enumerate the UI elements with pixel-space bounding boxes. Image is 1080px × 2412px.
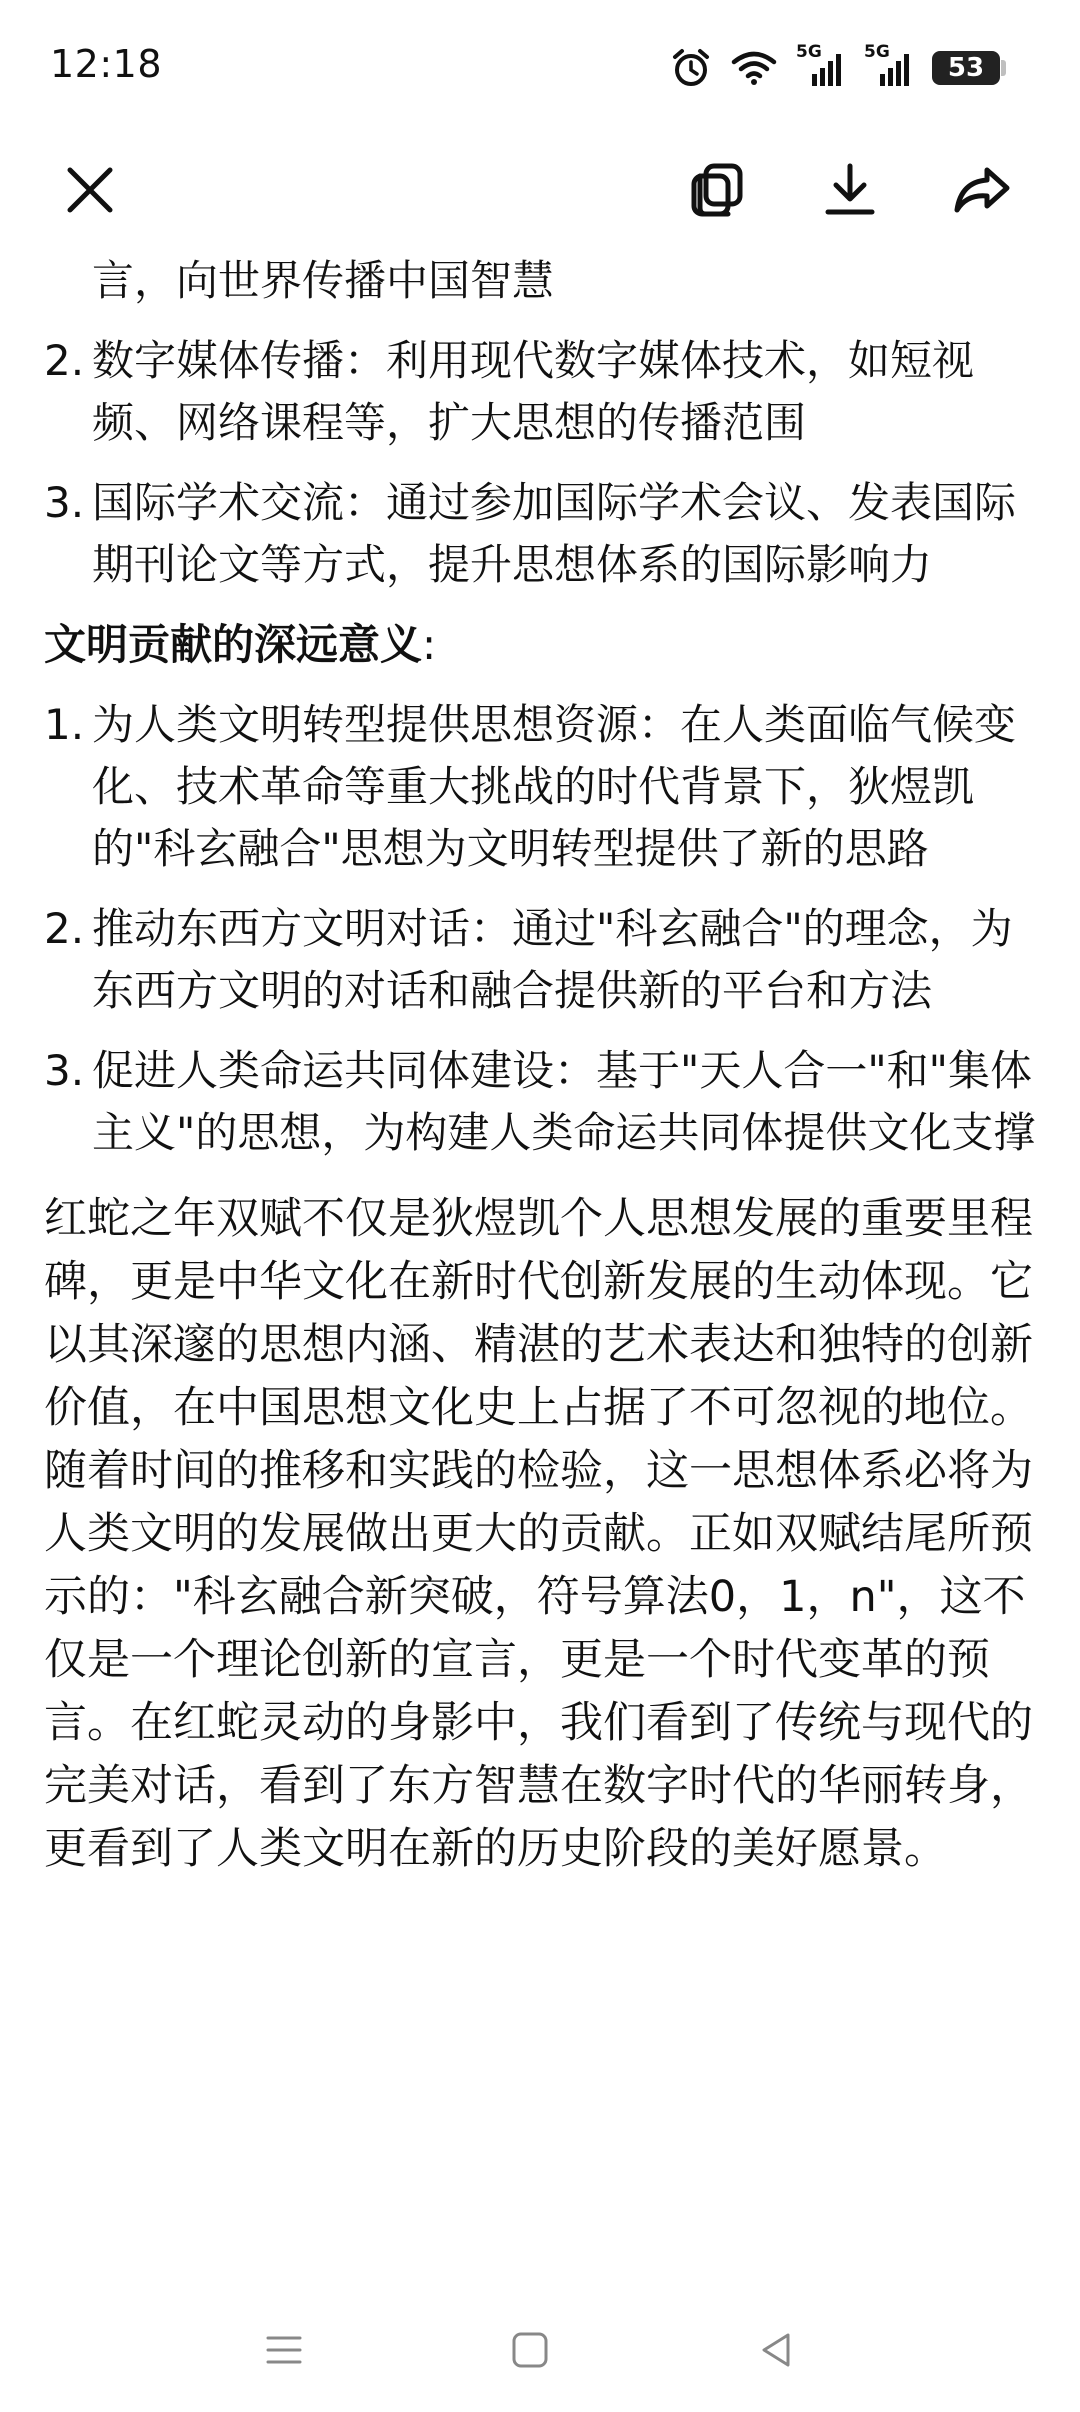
alarm-icon <box>670 47 712 89</box>
download-icon <box>820 160 880 220</box>
status-icons <box>670 44 1000 92</box>
back-button[interactable] <box>746 2320 806 2380</box>
download-button[interactable] <box>810 150 890 230</box>
list-continuation <box>44 250 1040 1881</box>
back-icon <box>756 2330 796 2370</box>
copy-button[interactable] <box>678 150 758 230</box>
close-icon <box>62 162 118 218</box>
copy-icon <box>688 160 748 220</box>
share-icon <box>951 160 1013 220</box>
close-button[interactable] <box>50 150 130 230</box>
share-button[interactable] <box>942 150 1022 230</box>
conclusion-paragraph: 红蛇之年双赋不仅是狄煜凯个人思想发展的重要里程碑，更是中华文化在新时代创新发展的生动体现。它以其深邃的思想内涵、精湛的艺术表达和独特的创新价值，在中国思想文化史上占据了不可忽视的地位。随着时间的推移和实践的检验，这一思想体系必将为人类文明的发展做出更大的贡献。正如双赋结尾所预示的："科玄融合新突破，符号算法0，1，n"，这不仅是一个理论创新的宣言，更是一个时代变革的预言。在红蛇灵动的身影中，我们看到了传统与现代的完美对话，看到了东方智慧在数字时代的华丽转身，更看到了人类文明在新的历史阶段的美好愿景。 <box>44 1194 1033 1874</box>
menu-icon <box>264 2330 304 2370</box>
article-content <box>0 200 1080 2230</box>
home-button[interactable] <box>500 2320 560 2380</box>
list-item: 1. 为人类文明转型提供思想资源：在人类面临气候变化、技术革命等重大挑战的时代背景下，狄煜凯的"科玄融合"思想为文明转型提供了新的思路 <box>44 700 1017 873</box>
top-toolbar <box>0 140 1080 240</box>
list-item: 3. 国际学术交流：通过参加国际学术会议、发表国际期刊论文等方式，提升思想体系的国际影响力 <box>44 478 1017 589</box>
section-heading: 文明贡献的深远意义: <box>44 620 437 669</box>
list-item: 2. 数字媒体传播：利用现代数字媒体技术，如短视频、网络课程等，扩大思想的传播范围 <box>44 336 975 447</box>
recent-apps-button[interactable] <box>254 2320 314 2380</box>
list-item: 2. 推动东西方文明对话：通过"科玄融合"的理念，为东西方文明的对话和融合提供新的平台和方法 <box>44 904 1013 1015</box>
status-time: 12:18 <box>50 42 163 86</box>
battery-icon: 53 <box>932 51 1000 85</box>
list-item: 3. 促进人类命运共同体建设：基于"天人合一"和"集体主义"的思想，为构建人类命运共同体提供文化支撑 <box>44 1046 1036 1157</box>
signal-5g-icon: 5G <box>796 48 846 88</box>
wifi-icon <box>730 50 778 86</box>
navigation-bar <box>0 2280 1080 2412</box>
list-item-text: 言，向世界传播中国智慧 <box>92 256 555 305</box>
status-bar <box>0 0 1080 130</box>
signal-5g-icon: 5G <box>864 48 914 88</box>
home-icon <box>510 2330 550 2370</box>
